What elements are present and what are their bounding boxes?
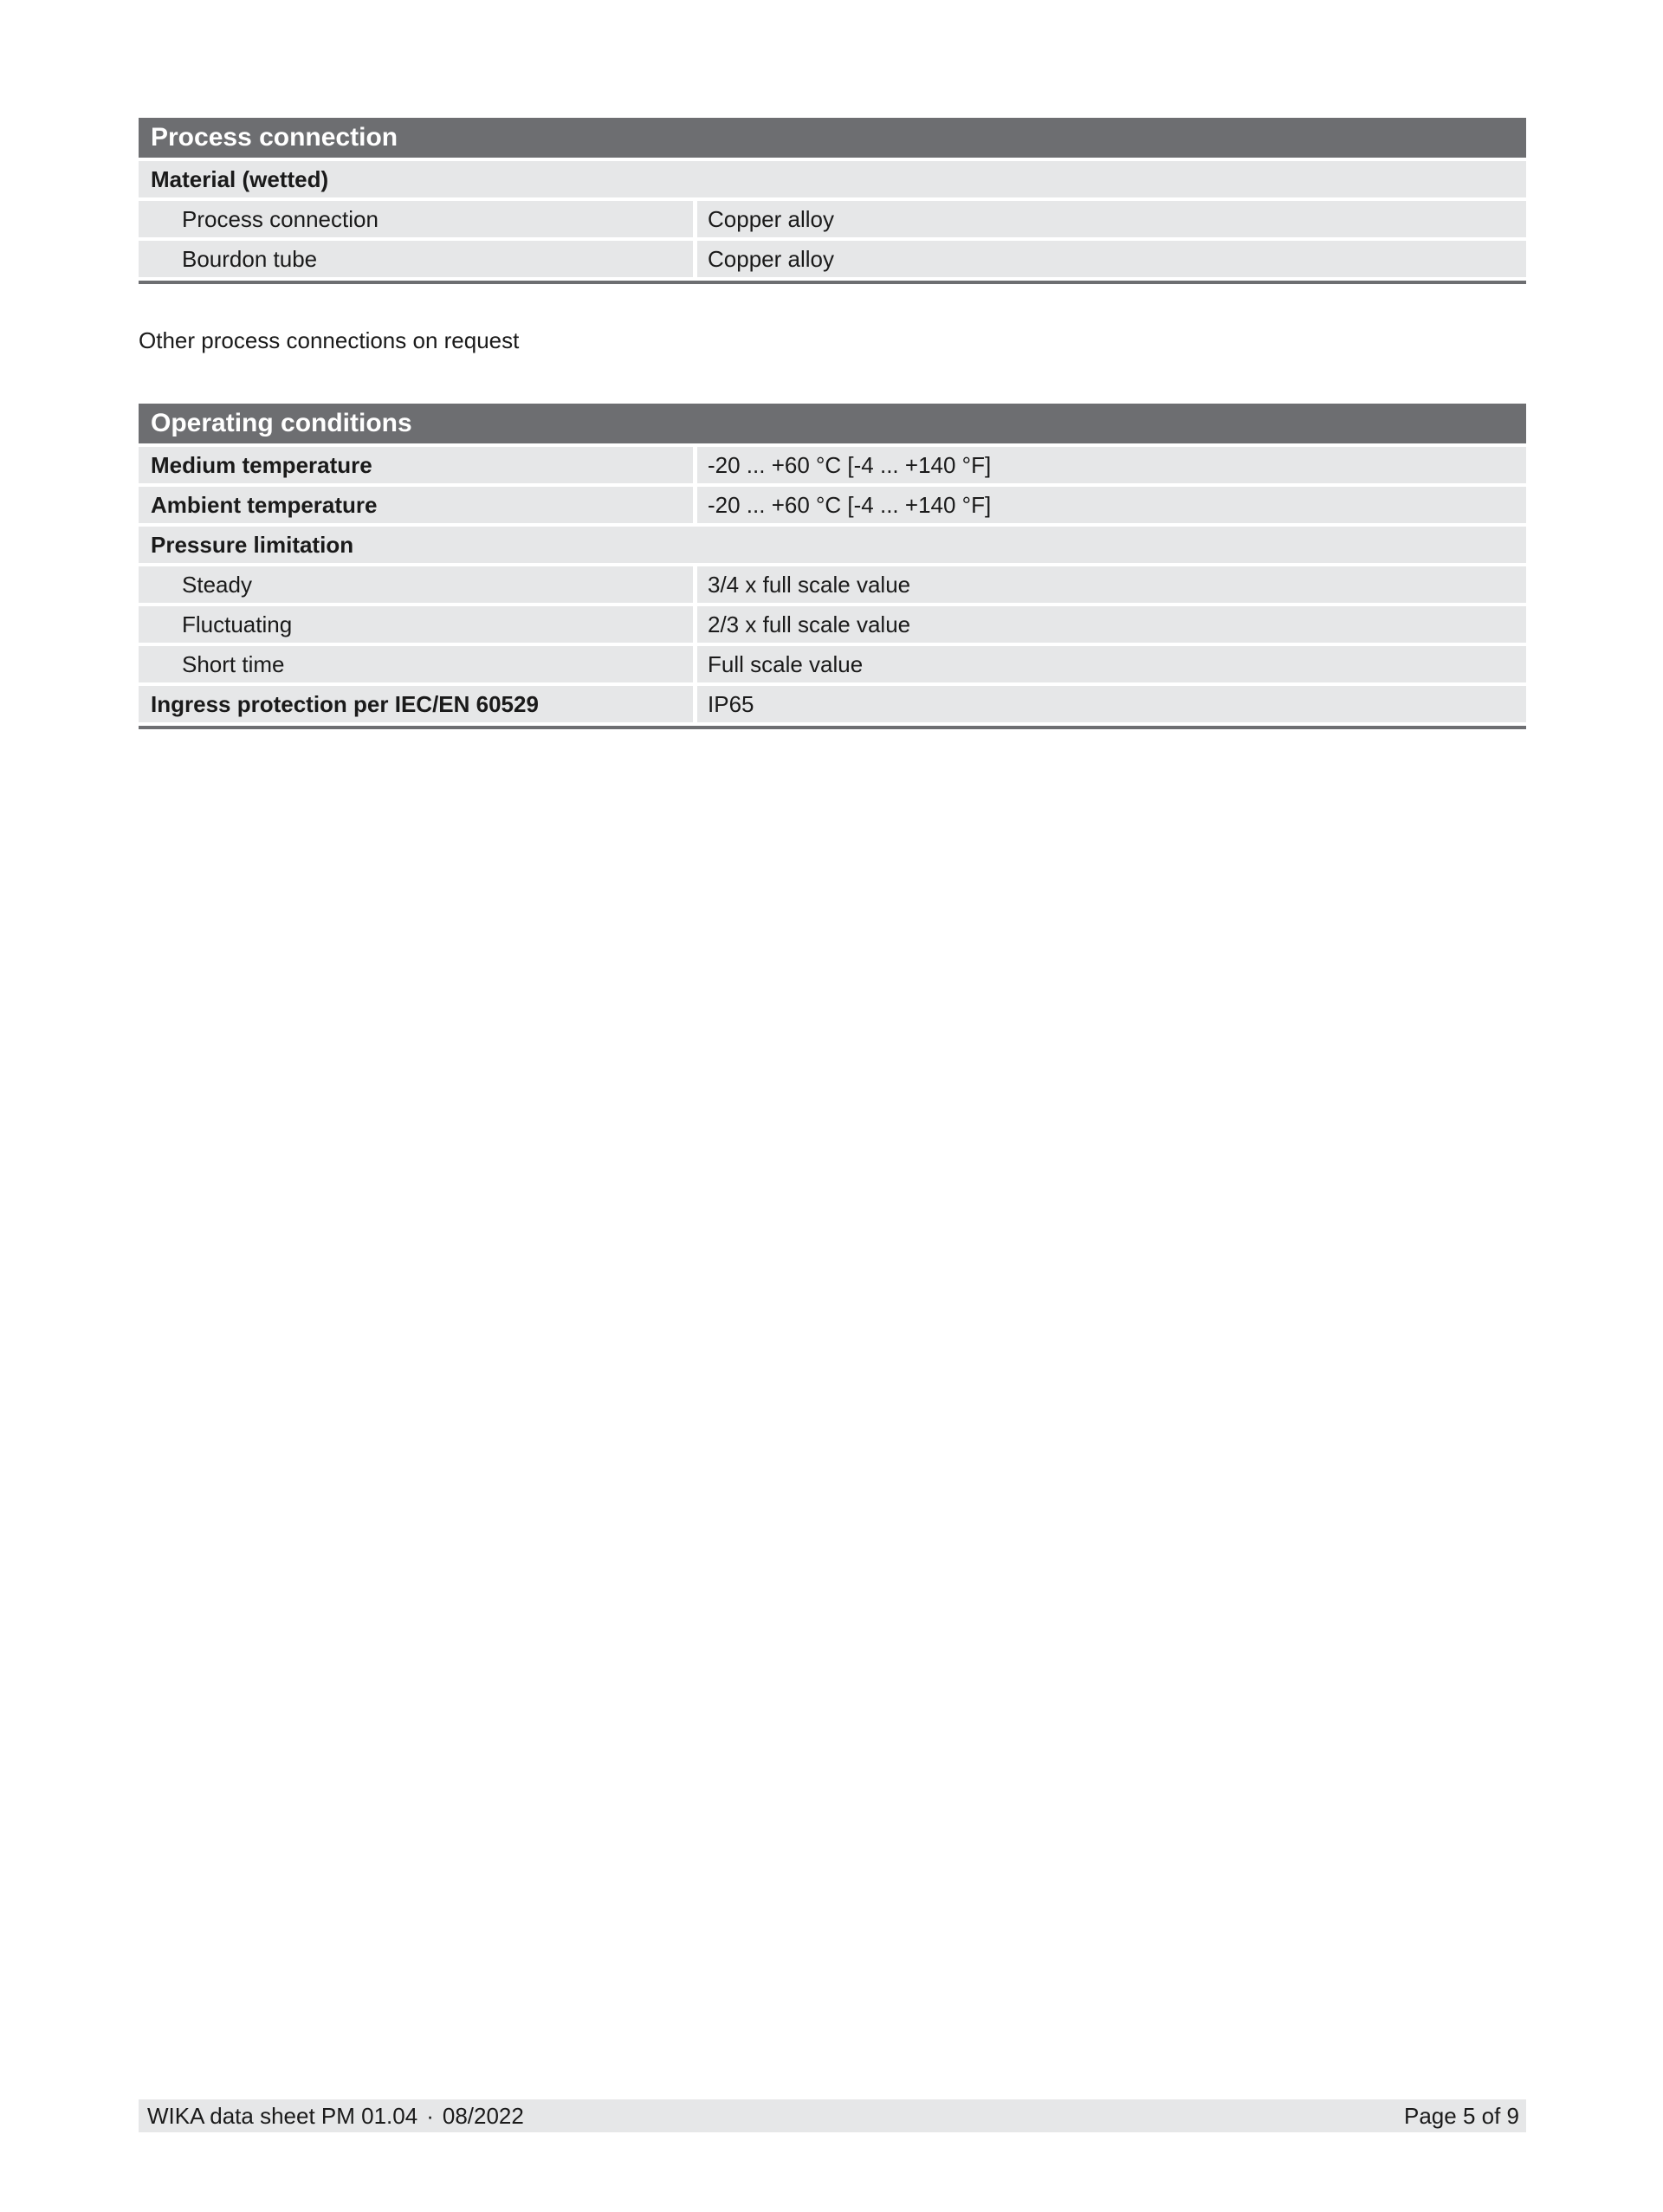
table-row	[139, 686, 1526, 722]
footer-document-info	[147, 2103, 524, 2130]
process-connections-note: Other process connections on request	[139, 327, 520, 353]
ambient-temperature-label: Ambient temperature	[139, 487, 697, 523]
ambient-temperature-value: -20 ... +60 °C [-4 ... +140 °F]	[697, 487, 1526, 523]
footer-date: 08/2022	[442, 2102, 524, 2129]
short-time-label: Short time	[139, 646, 697, 682]
short-time-value: Full scale value	[697, 646, 1526, 682]
table-row	[139, 487, 1526, 523]
bourdon-tube-label: Bourdon tube	[139, 241, 697, 277]
medium-temperature-value: -20 ... +60 °C [-4 ... +140 °F]	[697, 447, 1526, 483]
footer-document-id: WIKA data sheet PM 01.04	[147, 2102, 418, 2129]
table-row	[139, 606, 1526, 643]
steady-value: 3/4 x full scale value	[697, 566, 1526, 603]
ingress-protection-label: Ingress protection per IEC/EN 60529	[139, 686, 697, 722]
process-connection-header: Process connection	[139, 118, 1526, 158]
material-wetted-label: Material (wetted)	[139, 161, 1526, 197]
page-footer	[139, 2099, 1526, 2132]
table-row	[139, 646, 1526, 682]
table-row	[139, 447, 1526, 483]
table-row	[139, 201, 1526, 237]
operating-conditions-table	[139, 400, 1526, 729]
process-connection-value: Copper alloy	[697, 201, 1526, 237]
process-connection-table	[139, 114, 1526, 284]
footer-separator: ·	[426, 2102, 434, 2129]
pressure-limitation-label: Pressure limitation	[139, 527, 1526, 563]
footer-page-number: Page 5 of 9	[1404, 2102, 1519, 2129]
fluctuating-label: Fluctuating	[139, 606, 697, 643]
table-row	[139, 241, 1526, 277]
table-row	[139, 566, 1526, 603]
steady-label: Steady	[139, 566, 697, 603]
ingress-protection-value: IP65	[697, 686, 1526, 722]
bourdon-tube-value: Copper alloy	[697, 241, 1526, 277]
process-connection-label: Process connection	[139, 201, 697, 237]
operating-conditions-header: Operating conditions	[139, 404, 1526, 443]
fluctuating-value: 2/3 x full scale value	[697, 606, 1526, 643]
medium-temperature-label: Medium temperature	[139, 447, 697, 483]
